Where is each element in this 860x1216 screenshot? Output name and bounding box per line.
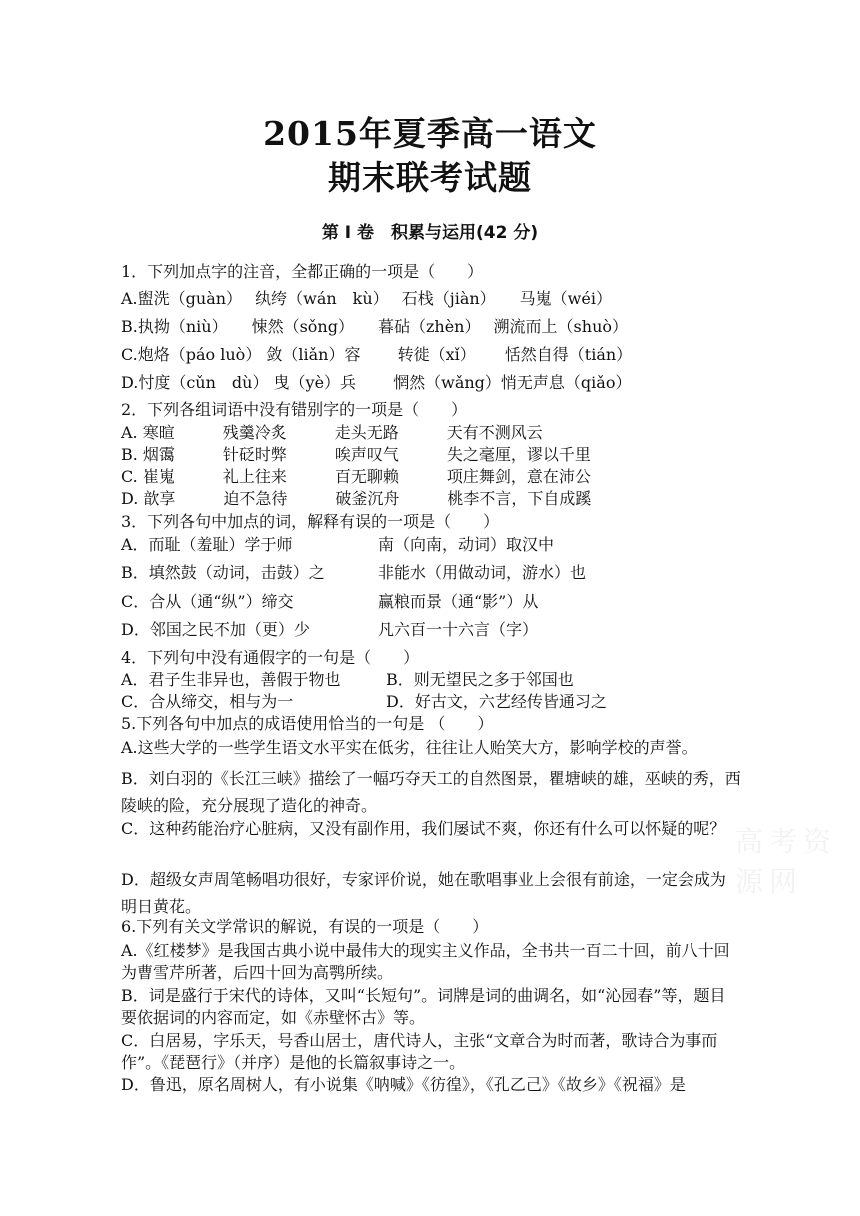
q3-option-d-left: D．邻国之民不加（更）少: [121, 620, 310, 639]
q5-option-b: B．刘白羽的《长江三峡》描绘了一幅巧夺天工的自然图景，瞿塘峡的雄，巫峡的秀，西陵峡的险，充分展现了造化的神奇。: [121, 769, 741, 815]
section-heading: 第 Ⅰ 卷 积累与运用(42 分): [321, 223, 539, 243]
q5-option-a: A.这些大学的一些学生语文水平实在低劣，往往让人贻笑大方，影响学校的声誉。: [121, 738, 698, 757]
q6-option-a: A.《红楼梦》是我国古典小说中最伟大的现实主义作品，全书共一百二十回，前八十回为曹雪芹所著，后四十回为高鹗所续。: [121, 941, 730, 982]
q2-option-b: B. 烟霭 针砭时弊 唉声叹气 失之毫厘，谬以千里: [121, 445, 591, 464]
q4-option-b: B．则无望民之多于邻国也: [386, 670, 574, 689]
q4-option-d: D．好古文，六艺经传皆通习之: [386, 692, 607, 711]
q3-option-b-right: 非能水（用做动词，游水）也: [378, 563, 587, 582]
q5-option-d: D．超级女声周笔畅唱功很好，专家评价说，她在歌唱事业上会很有前途，一定会成为明日黄花。: [121, 870, 726, 916]
q5-stem: 5.下列各句中加点的成语使用恰当的一句是 （ ）: [121, 714, 494, 733]
q4-option-c: C．合从缔交，相与为一: [121, 692, 294, 711]
q2-option-a: A. 寒暄 残羹冷炙 走头无路 天有不测风云: [121, 423, 543, 442]
q6-stem: 6.下列有关文学常识的解说，有误的一项是（ ）: [121, 917, 489, 936]
exam-title-line2: 期末联考试题: [328, 158, 532, 197]
q1-option-c: C.炮烙（páo luò） 敛（liǎn）容 转徙（xǐ） 恬然自得（tián）: [121, 345, 633, 364]
q1-option-b: B.执拗（niù） 悚然（sǒng） 暮砧（zhèn） 溯流而上（shuò）: [121, 317, 629, 336]
q2-option-c: C. 崔嵬 礼上往来 百无聊赖 项庄舞剑，意在沛公: [121, 467, 591, 486]
q6-option-d: D．鲁迅，原名周树人，有小说集《呐喊》《彷徨》，《孔乙己》《故乡》《祝福》是: [121, 1075, 686, 1094]
q5-option-c: C．这种药能治疗心脏病，又没有副作用，我们屡试不爽，你还有什么可以怀疑的呢？: [121, 819, 726, 838]
q3-option-a-left: A．而耻（羞耻）学于师: [121, 535, 293, 554]
q2-option-d: D. 歆享 迫不急待 破釜沉舟 桃李不言，下自成蹊: [121, 489, 592, 508]
q2-stem: 2．下列各组词语中没有错别字的一项是（ ）: [121, 400, 468, 419]
exam-title-line1: 2015年夏季高一语文: [263, 114, 597, 153]
q3-option-c-right: 赢粮而景（通“影”）从: [378, 592, 539, 611]
q3-stem: 3．下列各句中加点的词，解释有误的一项是（ ）: [121, 512, 500, 531]
q4-option-a: A．君子生非异也，善假于物也: [121, 670, 341, 689]
q3-option-d-right: 凡六百一十六言（字）: [378, 620, 539, 639]
watermark: 高考资源网: [735, 825, 838, 898]
q4-stem: 4．下列句中没有通假字的一句是（ ）: [121, 648, 420, 667]
q3-option-c-left: C．合从（通“纵”）缔交: [121, 592, 294, 611]
q3-option-a-right: 南（向南，动词）取汉中: [378, 535, 555, 554]
q6-option-b: B．词是盛行于宋代的诗体，又叫“长短句”。词牌是词的曲调名，如“沁园春”等，题目要依据词的内容而定，如《赤壁怀古》等。: [121, 986, 726, 1027]
q1-stem: 1．下列加点字的注音，全都正确的一项是（ ）: [121, 262, 484, 281]
q6-option-c: C．白居易，字乐天，号香山居士，唐代诗人，主张“文章合为时而著，歌诗合为事而作”。《琵琶行》（并序）是他的长篇叙事诗之一。: [121, 1031, 718, 1072]
q1-option-a: A.盥洗（guàn） 纨绔（wán kù） 石栈（jiàn） 马嵬（wéi）: [121, 289, 612, 308]
q1-option-d: D.忖度（cǔn dù） 曳（yè）兵 惘然（wǎng）悄无声息（qiǎo）: [121, 373, 632, 392]
q3-option-b-left: B．填然鼓（动词，击鼓）之: [121, 563, 325, 582]
